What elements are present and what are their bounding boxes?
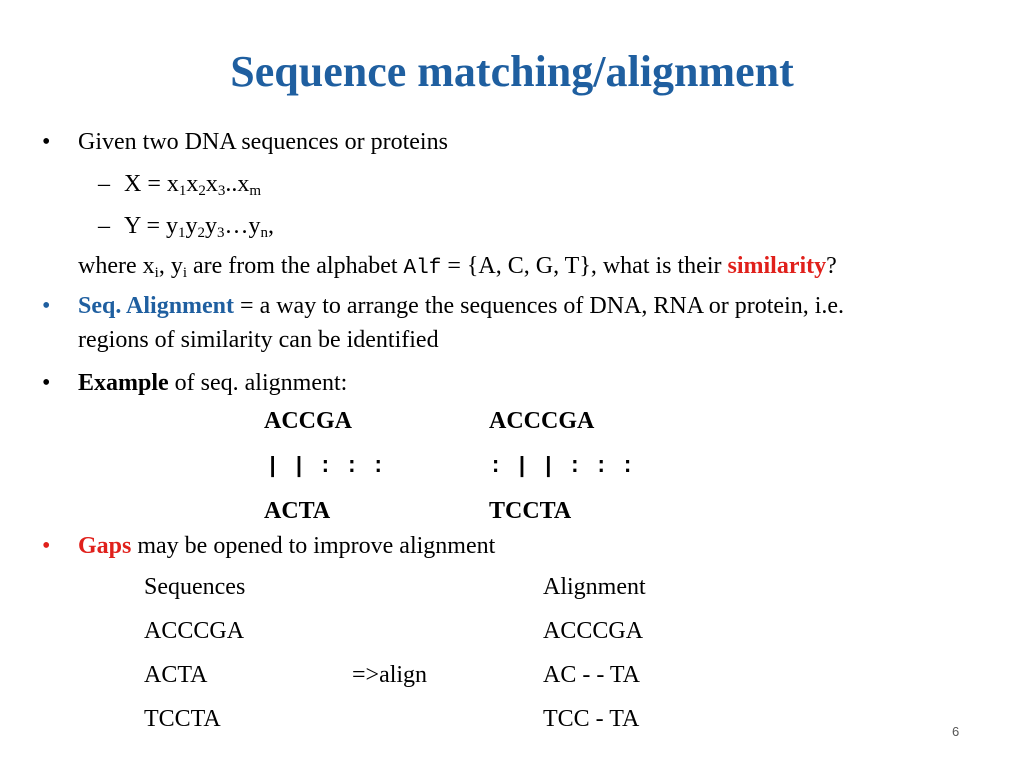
table-row-alignment: TCC - TA xyxy=(543,706,640,732)
example-left-top: ACCGA xyxy=(264,408,352,434)
sequence-x-definition: $X = x_1x_2x_3..x_m$ xyxy=(124,171,262,199)
bullet-marker: • xyxy=(42,293,51,319)
dash-marker: – xyxy=(98,171,110,197)
table-row-sequence: ACTA xyxy=(144,662,208,688)
seq-alignment-term: Seq. Alignment xyxy=(78,293,235,319)
example-left-match: | | : : : xyxy=(266,454,385,479)
align-arrow-label: =>align xyxy=(352,662,428,688)
similarity-emphasis: similarity xyxy=(727,253,827,279)
table-row-sequence: TCCTA xyxy=(144,706,221,732)
page-title: Sequence matching/alignment xyxy=(230,47,794,96)
bullet-given-sequences: Given two DNA sequences or proteins xyxy=(78,129,448,155)
example-heading: Example of seq. alignment: xyxy=(78,370,348,396)
bullet-marker: • xyxy=(42,370,51,396)
example-right-bottom: TCCTA xyxy=(489,498,572,524)
bullet-marker: • xyxy=(42,533,51,559)
table-row-alignment: AC - - TA xyxy=(543,662,640,688)
example-right-match: : | | : : : xyxy=(489,454,635,479)
alphabet-code: Alf xyxy=(403,257,442,280)
bullet-marker: • xyxy=(42,129,51,155)
gaps-term: Gaps xyxy=(78,533,132,559)
table-row-sequence: ACCCGA xyxy=(144,618,245,644)
seq-alignment-definition: Seq. Alignment = a way to arrange the sequences of DNA, RNA or protein, i.e. xyxy=(78,293,845,319)
example-term: Example xyxy=(78,370,169,396)
gaps-statement: Gaps may be opened to improve alignment xyxy=(78,533,496,559)
seq-alignment-definition-cont: regions of similarity can be identified xyxy=(78,327,439,353)
dash-marker: – xyxy=(98,213,110,239)
example-right-top: ACCCGA xyxy=(489,408,595,434)
alphabet-similarity-question: where $x_i$, $y_i$ are from the alphabet Alf = {A, C, G, T}, what is their similarity? xyxy=(78,253,837,281)
table-row-alignment: ACCCGA xyxy=(543,618,644,644)
column-header-alignment: Alignment xyxy=(543,574,646,600)
sequence-y-definition: $Y = y_1y_2y_3\dots y_n$, xyxy=(124,213,274,241)
page-number: 6 xyxy=(952,724,960,739)
example-left-bottom: ACTA xyxy=(264,498,331,524)
column-header-sequences: Sequences xyxy=(144,574,246,600)
